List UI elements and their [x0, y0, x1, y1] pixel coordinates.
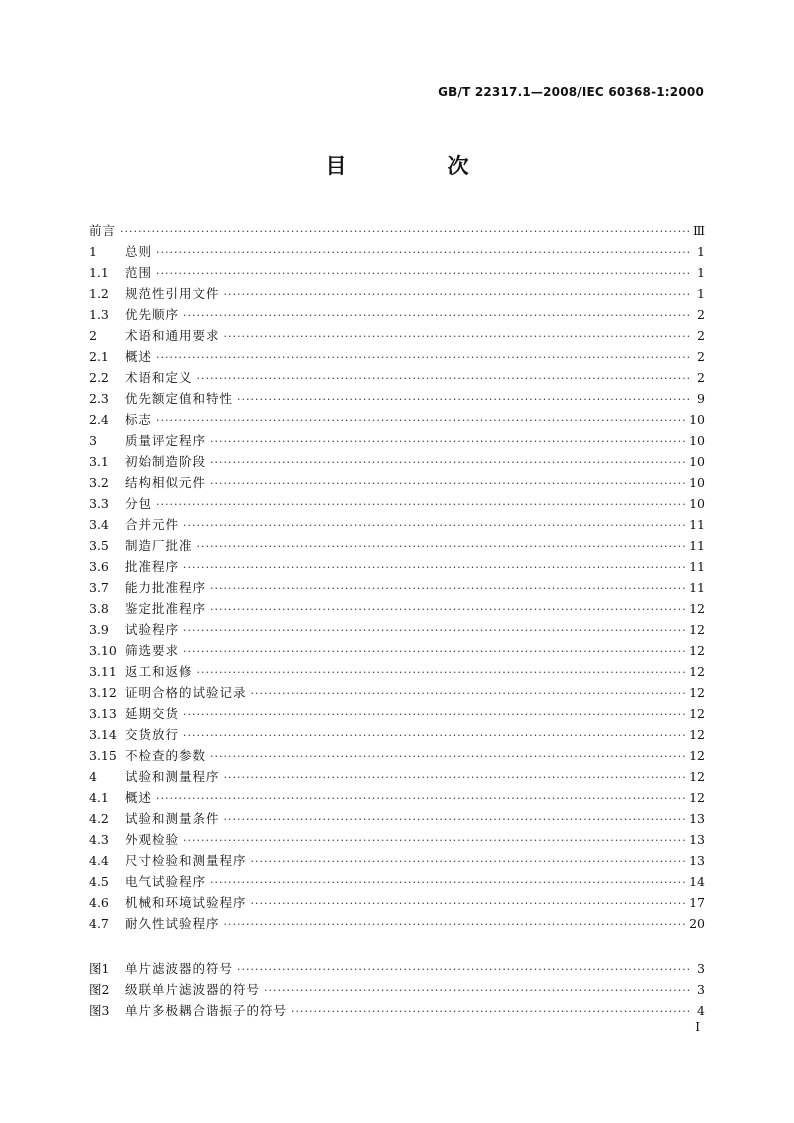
- toc-label: 筛选要求: [125, 643, 180, 658]
- dot-leader: [210, 872, 685, 893]
- dot-leader: [183, 515, 685, 536]
- toc-label: 分包: [125, 496, 153, 511]
- toc-entry[interactable]: [89, 598, 705, 619]
- toc-entry[interactable]: [89, 283, 705, 304]
- toc-label: 概述: [125, 790, 153, 805]
- toc-page-number: 12: [689, 601, 705, 616]
- toc-number: 1.1: [89, 265, 109, 280]
- toc-number: 1.2: [89, 286, 109, 301]
- dot-leader: [237, 389, 691, 410]
- dot-leader: [210, 599, 685, 620]
- dot-leader: [264, 980, 691, 1001]
- toc-entry[interactable]: [89, 703, 705, 724]
- toc-label: 机械和环境试验程序: [125, 895, 247, 910]
- toc-entry[interactable]: [89, 766, 705, 787]
- dot-leader: [237, 959, 691, 980]
- toc-page-number: 17: [689, 895, 705, 910]
- toc-label: 单片滤波器的符号: [125, 961, 234, 976]
- toc-number: 2.2: [89, 370, 109, 385]
- toc-page-number: 12: [689, 769, 705, 784]
- toc-label: 返工和返修: [125, 664, 193, 679]
- toc-entry[interactable]: [89, 829, 705, 850]
- dot-leader: [224, 914, 686, 935]
- toc-entry[interactable]: [89, 808, 705, 829]
- toc-page-number: 11: [689, 517, 705, 532]
- toc-label: 优先额定值和特性: [125, 391, 234, 406]
- toc-page-number: 12: [689, 727, 705, 742]
- toc-number: 3: [89, 433, 97, 448]
- dot-leader: [291, 1001, 691, 1022]
- dot-leader: [251, 893, 686, 914]
- toc-label: 结构相似元件: [125, 475, 207, 490]
- toc-page-number: 2: [697, 349, 705, 364]
- toc-label: 延期交货: [125, 706, 180, 721]
- toc-number: 3.3: [89, 496, 109, 511]
- toc-number: 3.9: [89, 622, 109, 637]
- dot-leader: [197, 368, 691, 389]
- toc-label: 级联单片滤波器的符号: [125, 982, 261, 997]
- toc-entry[interactable]: [89, 430, 705, 451]
- toc-label: 不检查的参数: [125, 748, 207, 763]
- toc-page-number: 12: [689, 790, 705, 805]
- toc-label: 术语和定义: [125, 370, 193, 385]
- toc-label: 合并元件: [125, 517, 180, 532]
- toc-page-number: 13: [689, 853, 705, 868]
- toc-entry[interactable]: [89, 220, 705, 241]
- toc-number: 1.3: [89, 307, 109, 322]
- toc-label: 试验和测量条件: [125, 811, 220, 826]
- toc-entry[interactable]: [89, 682, 705, 703]
- dot-leader: [224, 326, 691, 347]
- dot-leader: [210, 578, 685, 599]
- dot-leader: [183, 725, 685, 746]
- toc-number: 3.8: [89, 601, 109, 616]
- toc-page-number: 2: [697, 307, 705, 322]
- toc-label: 试验和测量程序: [125, 769, 220, 784]
- toc-entry[interactable]: [89, 850, 705, 871]
- figure-entry[interactable]: [89, 1000, 705, 1021]
- toc-number: 2.3: [89, 391, 109, 406]
- toc-page-number: 2: [697, 328, 705, 343]
- toc-number: 4.1: [89, 790, 109, 805]
- toc-page-number: 12: [689, 643, 705, 658]
- toc-number: 4.4: [89, 853, 109, 868]
- dot-leader: [183, 830, 685, 851]
- toc-label: 批准程序: [125, 559, 180, 574]
- toc-number: 4.7: [89, 916, 109, 931]
- toc-number: 3.14: [89, 727, 117, 742]
- toc-entry[interactable]: [89, 661, 705, 682]
- toc-entry[interactable]: [89, 472, 705, 493]
- toc-label: 范围: [125, 265, 153, 280]
- dot-leader: [156, 494, 685, 515]
- toc-page-number: 11: [689, 538, 705, 553]
- toc-page-number: 11: [689, 580, 705, 595]
- toc-entry[interactable]: [89, 871, 705, 892]
- toc-entry[interactable]: [89, 493, 705, 514]
- toc-page-number: 12: [689, 664, 705, 679]
- toc-number: 3.11: [89, 664, 117, 679]
- toc-page-number: 13: [689, 832, 705, 847]
- dot-leader: [251, 851, 686, 872]
- dot-leader: [197, 662, 686, 683]
- toc-number: 2: [89, 328, 97, 343]
- toc-entry[interactable]: [89, 724, 705, 745]
- dot-leader: [183, 704, 685, 725]
- toc-number: 图1: [89, 961, 110, 976]
- toc-page-number: 3: [697, 961, 705, 976]
- toc-number: 4.3: [89, 832, 109, 847]
- toc-number: 3.6: [89, 559, 109, 574]
- toc-label: 能力批准程序: [125, 580, 207, 595]
- toc-page-number: 2: [697, 370, 705, 385]
- toc-entry[interactable]: [89, 241, 705, 262]
- toc-page-number: 10: [689, 454, 705, 469]
- toc-number: 4.6: [89, 895, 109, 910]
- toc-label: 术语和通用要求: [125, 328, 220, 343]
- dot-leader: [224, 809, 686, 830]
- toc-entry[interactable]: [89, 451, 705, 472]
- toc-entry[interactable]: [89, 409, 705, 430]
- dot-leader: [251, 683, 686, 704]
- toc-page-number: 20: [689, 916, 705, 931]
- page-number: I: [695, 1020, 700, 1034]
- toc-number: 4.2: [89, 811, 109, 826]
- toc-label: 尺寸检验和测量程序: [125, 853, 247, 868]
- toc-entry[interactable]: [89, 556, 705, 577]
- dot-leader: [156, 242, 691, 263]
- toc-number: 3.13: [89, 706, 117, 721]
- toc-number: 图2: [89, 982, 110, 997]
- toc-label: 前言: [89, 223, 117, 238]
- toc-label: 交货放行: [125, 727, 180, 742]
- toc-page-number: 10: [689, 433, 705, 448]
- toc-page-number: 12: [689, 622, 705, 637]
- toc-label: 概述: [125, 349, 153, 364]
- toc-number: 3.4: [89, 517, 109, 532]
- toc-label: 标志: [125, 412, 153, 427]
- toc-entry[interactable]: [89, 388, 705, 409]
- toc-number: 图3: [89, 1003, 110, 1018]
- dot-leader: [183, 641, 685, 662]
- toc-label: 制造厂批准: [125, 538, 193, 553]
- toc-entry[interactable]: [89, 346, 705, 367]
- toc-page-number: 1: [697, 286, 705, 301]
- toc-number: 3.2: [89, 475, 109, 490]
- dot-leader: [156, 347, 691, 368]
- page-title: 目 次: [325, 153, 509, 178]
- toc-number: 3.12: [89, 685, 117, 700]
- toc-page-number: 9: [697, 391, 705, 406]
- toc-number: 4: [89, 769, 97, 784]
- toc-page-number: 10: [689, 496, 705, 511]
- dot-leader: [156, 410, 685, 431]
- table-of-contents: [89, 220, 705, 934]
- toc-entry[interactable]: [89, 913, 705, 934]
- toc-label: 试验程序: [125, 622, 180, 637]
- dot-leader: [210, 473, 685, 494]
- toc-entry[interactable]: [89, 787, 705, 808]
- toc-entry[interactable]: [89, 619, 705, 640]
- toc-entry[interactable]: [89, 514, 705, 535]
- toc-entry[interactable]: [89, 325, 705, 346]
- toc-entry[interactable]: [89, 577, 705, 598]
- toc-number: 3.15: [89, 748, 117, 763]
- dot-leader: [224, 767, 686, 788]
- dot-leader: [197, 536, 686, 557]
- toc-label: 耐久性试验程序: [125, 916, 220, 931]
- toc-number: 3.1: [89, 454, 109, 469]
- toc-number: 3.10: [89, 643, 117, 658]
- toc-label: 单片多极耦合谐振子的符号: [125, 1003, 288, 1018]
- toc-page-number: 3: [697, 982, 705, 997]
- dot-leader: [210, 431, 685, 452]
- toc-label: 总则: [125, 244, 153, 259]
- dot-leader: [183, 557, 685, 578]
- dot-leader: [183, 620, 685, 641]
- toc-page-number: 1: [697, 244, 705, 259]
- toc-page-number: 10: [689, 412, 705, 427]
- toc-label: 电气试验程序: [125, 874, 207, 889]
- list-of-figures: [89, 958, 705, 1021]
- toc-entry[interactable]: [89, 745, 705, 766]
- toc-page-number: 12: [689, 748, 705, 763]
- dot-leader: [183, 305, 691, 326]
- toc-page-number: 14: [689, 874, 705, 889]
- figure-entry[interactable]: [89, 958, 705, 979]
- toc-page-number: 1: [697, 265, 705, 280]
- toc-label: 规范性引用文件: [125, 286, 220, 301]
- dot-leader: [156, 788, 685, 809]
- toc-number: 2.1: [89, 349, 109, 364]
- toc-number: 2.4: [89, 412, 109, 427]
- toc-label: 初始制造阶段: [125, 454, 207, 469]
- toc-entry[interactable]: [89, 304, 705, 325]
- dot-leader: [224, 284, 691, 305]
- toc-number: 4.5: [89, 874, 109, 889]
- toc-entry[interactable]: [89, 367, 705, 388]
- toc-entry[interactable]: [89, 535, 705, 556]
- toc-number: 3.5: [89, 538, 109, 553]
- toc-label: 证明合格的试验记录: [125, 685, 247, 700]
- toc-label: 优先顺序: [125, 307, 180, 322]
- dot-leader: [210, 452, 685, 473]
- toc-page-number: 12: [689, 685, 705, 700]
- toc-page-number: 4: [697, 1003, 705, 1018]
- toc-page-number: 13: [689, 811, 705, 826]
- toc-entry[interactable]: [89, 262, 705, 283]
- toc-page-number: Ⅲ: [692, 223, 705, 238]
- dot-leader: [210, 746, 685, 767]
- toc-page-number: 12: [689, 706, 705, 721]
- toc-label: 外观检验: [125, 832, 180, 847]
- toc-label: 质量评定程序: [125, 433, 207, 448]
- toc-entry[interactable]: [89, 640, 705, 661]
- toc-number: 3.7: [89, 580, 109, 595]
- figure-entry[interactable]: [89, 979, 705, 1000]
- toc-label: 鉴定批准程序: [125, 601, 207, 616]
- toc-page-number: 11: [689, 559, 705, 574]
- dot-leader: [120, 221, 689, 242]
- document-header: GB/T 22317.1—2008/IEC 60368-1:2000: [438, 85, 704, 99]
- toc-number: 1: [89, 244, 97, 259]
- toc-page-number: 10: [689, 475, 705, 490]
- dot-leader: [156, 263, 691, 284]
- toc-entry[interactable]: [89, 892, 705, 913]
